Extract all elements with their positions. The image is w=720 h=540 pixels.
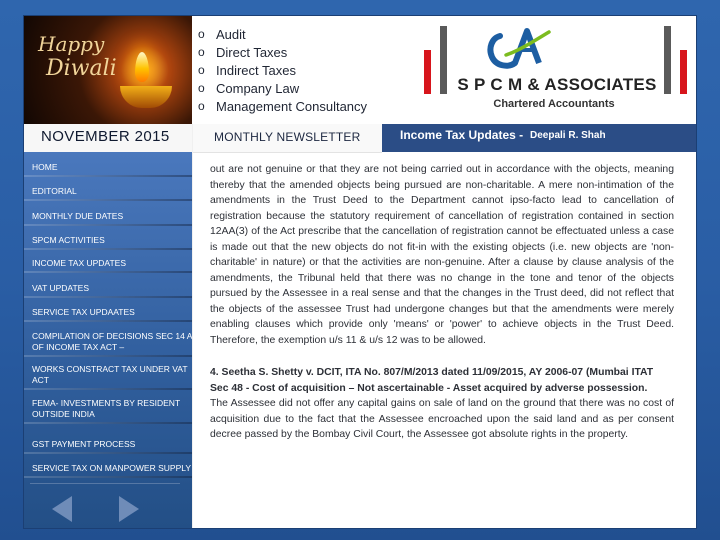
diya-flame-icon — [135, 52, 149, 82]
service-item — [198, 61, 367, 79]
service-item — [198, 25, 367, 43]
bullet-icon: o — [198, 63, 205, 77]
greeting-line-1: Happy — [38, 32, 105, 56]
sidebar-item-gst-payment-process[interactable]: GST PAYMENT PROCESS — [24, 439, 192, 450]
diwali-banner — [24, 16, 192, 124]
firm-name: S P C M & ASSOCIATES — [457, 75, 657, 94]
sidebar-item-income-tax-updates[interactable]: INCOME TAX UPDATES — [24, 258, 192, 269]
sidebar-item-vat-updates[interactable]: VAT UPDATES — [24, 283, 192, 294]
firm-subtitle: Chartered Accountants — [493, 98, 615, 110]
newsletter-title — [192, 124, 382, 153]
logo-bar — [680, 50, 687, 94]
article-body — [210, 162, 674, 443]
topic-header — [382, 124, 696, 152]
topic-title: Income Tax Updates - — [400, 128, 524, 142]
sidebar-item-monthly-due-dates[interactable]: MONTHLY DUE DATES — [24, 211, 192, 222]
bullet-icon: o — [198, 81, 205, 95]
section-heading: Sec 48 - Cost of acquisition – Not ascertainable - Asset acquired by adverse possession. — [210, 382, 648, 394]
service-item — [198, 97, 367, 115]
newsletter-label: MONTHLY NEWSLETTER — [214, 130, 361, 144]
case-title: 4. Seetha S. Shetty v. DCIT, ITA No. 807/M/2013 dated 11/09/2015, AY 2006-07 (Mumbai ITAT — [210, 367, 654, 378]
sidebar-item-service-tax-manpower[interactable]: SERVICE TAX ON MANPOWER SUPPLY — [24, 463, 192, 474]
service-label: Audit — [216, 26, 246, 42]
sidebar-item-fema-investments[interactable]: FEMA- INVESTMENTS BY RESIDENT OUTSIDE INDIA — [24, 398, 192, 420]
service-label: Indirect Taxes — [216, 62, 296, 78]
service-label: Direct Taxes — [216, 44, 288, 60]
sidebar-item-compilation-decisions[interactable]: COMPILATION OF DECISIONS SEC 14 A OF INCOME TAX ACT – — [24, 331, 192, 353]
previous-arrow-icon[interactable] — [52, 496, 72, 522]
diya-lamp-icon — [120, 86, 172, 108]
service-item — [198, 79, 367, 97]
logo-bar — [424, 50, 431, 94]
service-label: Management Consultancy — [216, 98, 368, 114]
bullet-icon: o — [198, 27, 205, 41]
sidebar — [24, 152, 192, 528]
sidebar-item-home[interactable]: HOME — [24, 162, 192, 173]
service-item — [198, 43, 367, 61]
month-label: NOVEMBER 2015 — [41, 128, 170, 145]
bullet-icon: o — [198, 99, 205, 113]
article-paragraph: The Assessee did not offer any capital gains on sale of land on the ground that there was no cost of acquisition due to the fact that the Assessee encroached upon the said land and as per consent decree passed by the Bombay Civil Court, the Assessee got absolute rights in the property. — [210, 398, 674, 440]
firm-logo — [420, 26, 690, 118]
sidebar-item-spcm-activities[interactable]: SPCM ACTIVITIES — [24, 235, 192, 246]
ca-logo-icon — [484, 26, 554, 72]
content-divider — [192, 124, 193, 528]
greeting-line-2: Diwali — [46, 56, 117, 81]
sidebar-item-editorial[interactable]: EDITORIAL — [24, 186, 192, 197]
sidebar-item-service-tax-updates[interactable]: SERVICE TAX UPDAATES — [24, 307, 192, 318]
services-list — [198, 25, 367, 115]
service-label: Company Law — [216, 80, 300, 96]
bullet-icon: o — [198, 45, 205, 59]
article-paragraph: out are not genuine or that they are not being carried out in accordance with the objects, meaning thereby that the amended objects being pursued are non-charitable. A mere non-intimation of the amendments in the Trust Deed to the Department cannot ipso-facto lead to cancellation of registration because the statutory requirement of cancellation of registration contained in section 12AA(3) of the Act prescribe that the cancellation of registration cannot be effectuated unless a case is made out that the new objects do not fit-in with the existing objects (i.e. new objects are 'non-charitable' in nature) or that the activities are non-genuine. After a clause by clause analysis of the amendments, the Tribunal held that there was no change in the tone and tenor of the objects pursued by the Assessee in a real sense and that the changes in the Trust deed, did not reflect that the objects of the assessee Trust had undergone changes but that the amendments were merely enabling clauses which provide only 'means' or 'power' to achieve objects in the Trust Deed. Therefore, the exemption u/s 11 & u/s 12 was to be allowed. — [210, 164, 674, 346]
topic-author: Deepali R. Shah — [530, 130, 606, 141]
sidebar-item-works-contract-tax[interactable]: WORKS CONSTRACT TAX UNDER VAT ACT — [24, 364, 192, 386]
issue-month — [24, 124, 192, 153]
next-arrow-icon[interactable] — [119, 496, 139, 522]
